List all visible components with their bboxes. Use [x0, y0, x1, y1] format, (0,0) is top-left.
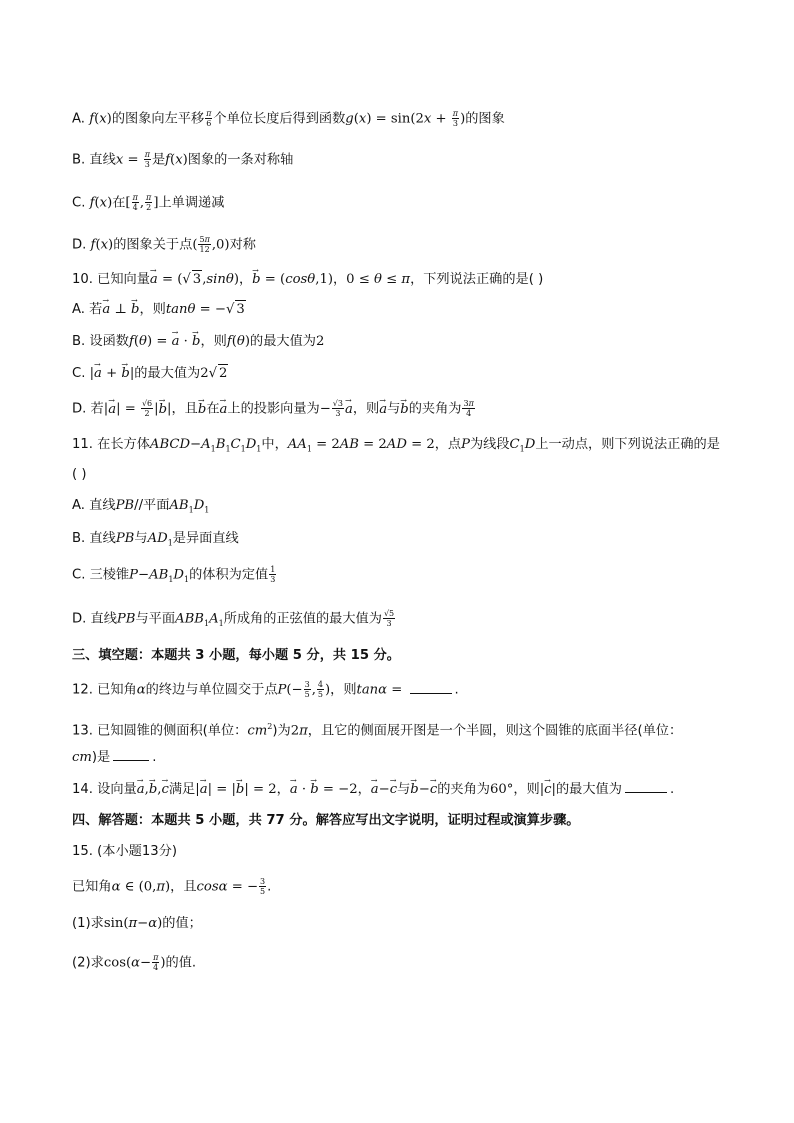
option-c: C. f(x)在[ $\frac{\pi}{4}$ , $\frac{\pi}{2}$ ]上单调递减	[72, 193, 225, 212]
question-11-stem: 11. 在长方体$ABCD-A_1B_1C_1D_1$中，$AA_1 = 2AB = 2AD = 2$，点P为线段$C_1D$上一动点，则下列说法正确的是	[72, 437, 720, 454]
answer-blank-q13[interactable]	[113, 748, 149, 761]
q11-a-mid: //平面	[134, 498, 170, 513]
q10-d-mid-1: ，且	[171, 401, 198, 417]
question-14: 14. 设向量→ a,→ b,→ c满足|→ a| = |→ b| = 2，→ a · → b = −2，→ a−→ c与→ b−→ c的夹角为60°，则|→ c|的最大值为 .	[72, 780, 674, 799]
option-a-text-1: 的图象向左平移	[111, 111, 205, 127]
question-11-option-a: A. 直线PB//平面$AB_1D_1$	[72, 498, 210, 515]
q15-part-2-b: 的值.	[165, 955, 197, 971]
q13-text-e: .	[152, 750, 157, 765]
q10-c-end: 的最大值为	[134, 366, 201, 381]
q11-b-mid: 与	[134, 531, 148, 546]
q15-given-c: .	[267, 879, 272, 895]
q10-stem-b: ，下列说法正确的是( )	[410, 272, 544, 287]
fraction-pi-6: $\frac{\pi}{6}$	[206, 109, 212, 128]
q10-b-label: B. 设函数	[72, 334, 129, 349]
q15-part-1-a: (1)求	[72, 916, 104, 931]
option-c-text-1: 在	[112, 195, 126, 211]
option-b-text-1: 是	[151, 152, 166, 168]
question-11-paren	[72, 466, 86, 484]
q13-text-c: ，且它的侧面展开图是一个半圆，则这个圆锥的底面半径(单位：	[307, 723, 683, 739]
q10-b-mid: ，则	[200, 334, 227, 349]
question-13-line-1: 13. 已知圆锥的侧面积(单位：$cm^2$)为2π，且它的侧面展开图是一个半圆，则这个圆锥的底面半径(单位：	[72, 722, 683, 739]
q14-text-g: ，则	[513, 782, 540, 797]
question-10-option-c: C. |→ a + → b|的最大值为2√ 2	[72, 364, 228, 383]
q14-text-i: .	[669, 782, 675, 797]
q10-d-mid-3: 上的投影向量为	[227, 401, 320, 417]
q14-text-c: ，	[276, 782, 290, 797]
q10-stem-a: 10. 已知向量	[72, 272, 150, 287]
q10-d-end: 的夹角为	[408, 401, 462, 417]
answer-blank-q14[interactable]	[625, 780, 667, 793]
q11-c-mid: 的体积为定值	[189, 567, 269, 583]
math-fx: f	[89, 111, 95, 127]
option-b-label: B. 直线	[72, 152, 116, 168]
question-12: 12. 已知角α的终边与单位圆交于点P(− $\frac{3}{5}$ , $\frac{4}{5}$ )，则tanα = .	[72, 680, 459, 699]
section-4-heading: 四、解答题：本题共 5 小题，共 77 分。解答应写出文字说明，证明过程或演算步骤。	[72, 813, 580, 828]
q11-paren: ( )	[72, 467, 87, 482]
option-c-label: C.	[72, 195, 90, 211]
q12-text-c: ，则	[330, 682, 357, 698]
q10-b-end: 的最大值为	[250, 334, 316, 349]
option-d-label: D.	[72, 237, 91, 253]
question-10-option-d: D. 若|→ a| = $\frac{√6}{2}$ |→ b|，且→ b在→ a上的投影向量为− $\frac{√3}{3}$ → a，则→ a与→ b的夹角为 $\frac{3\pi}{4}$	[72, 399, 476, 419]
question-10-option-a: A. 若→ a ⊥ → b，则tanθ = −√ 3	[72, 300, 246, 319]
q10-d-mid-4: ，则	[352, 401, 380, 417]
question-15-given: 已知角α ∈ (0,π)，且cosα = − $\frac{3}{5}$ .	[72, 877, 272, 896]
q13-text-d: )是	[91, 750, 111, 765]
q10-c-label: C.	[72, 366, 90, 381]
q14-text-h: 的最大值为	[556, 782, 622, 797]
q12-text-b: 的终边与单位圆交于点	[145, 682, 278, 698]
question-10-option-b: B. 设函数f(θ) = → a · → b，则f(θ)的最大值为2	[72, 333, 324, 351]
q11-a-label: A. 直线	[72, 498, 116, 513]
q11-stem-c: ，点	[434, 437, 462, 452]
q14-text-e: 与	[397, 782, 411, 797]
option-d: D. f(x)的图象关于点( $\frac{5\pi}{12}$ ,0)对称	[72, 235, 256, 254]
question-11-option-b: B. 直线PB与$AD_1$是异面直线	[72, 531, 239, 548]
q11-c-label: C. 三棱锥	[72, 567, 130, 583]
q12-text-a: 12. 已知角	[72, 682, 137, 698]
q11-stem-d: 为线段	[469, 437, 510, 452]
q14-text-f: 的夹角为	[437, 782, 490, 797]
q11-b-end: 是异面直线	[172, 531, 239, 546]
section-3-heading: 三、填空题：本题共 3 小题，每小题 5 分，共 15 分。	[72, 648, 400, 663]
q13-text-a: 13. 已知圆锥的侧面积(单位：	[72, 723, 248, 739]
q15-part-2-a: (2)求	[72, 955, 104, 971]
q10-a-mid: ，则	[139, 302, 166, 317]
q11-d-mid-2: 所成角的正弦值的最大值为	[223, 611, 382, 627]
option-b-text-2: 图象的一条对称轴	[187, 152, 294, 168]
q10-d-mid-5: 与	[387, 401, 401, 417]
q12-text-d: .	[454, 682, 459, 698]
question-15-part-1: (1)求sin(π−α)的值；	[72, 916, 202, 931]
question-10-stem: 10. 已知向量→ a = (√ 3,sinθ)，→ b = (cosθ,1)，0 ≤ θ ≤ π，下列说法正确的是( )	[72, 270, 543, 289]
option-b: B. 直线x = $\frac{\pi}{3}$ 是f(x)图象的一条对称轴	[72, 150, 294, 169]
option-c-text-2: 上单调递减	[158, 195, 225, 211]
q11-stem-e: 上一动点，则下列说法正确的是	[535, 437, 720, 452]
option-a-text-2: 个单位长度后得到函数	[213, 111, 346, 127]
q11-b-label: B. 直线	[72, 531, 116, 546]
option-a: A. f(x)的图象向左平移 $\frac{\pi}{6}$ 个单位长度后得到函数g(x) = sin(2x + $\frac{\pi}{3}$ )的图象	[72, 109, 505, 128]
q10-d-label: D. 若	[72, 401, 104, 417]
answer-blank-q12[interactable]	[410, 681, 452, 694]
option-d-text-1: 的图象关于点	[113, 237, 193, 253]
question-11-option-d: D. 直线PB与平面$ABB_1A_1$所成角的正弦值的最大值为 $\frac{√5}{3}$	[72, 609, 395, 629]
question-11-option-c: C. 三棱锥$P-AB_1D_1$的体积为定值 $\frac{1}{3}$	[72, 565, 276, 585]
q14-text-d: ，	[357, 782, 371, 797]
option-a-text-3: 的图象	[465, 111, 505, 127]
q10-a-label: A. 若	[72, 302, 103, 317]
question-15-title: 15. (本小题13分)	[72, 844, 177, 859]
q14-text-b: 满足	[168, 782, 196, 797]
q13-text-b: )为	[272, 723, 291, 739]
q14-text-a: 14. 设向量	[72, 782, 137, 797]
question-15-part-2: (2)求cos(α− $\frac{\pi}{4}$ )的值.	[72, 953, 197, 972]
q10-d-mid-2: 在	[206, 401, 220, 417]
q11-stem-a: 11. 在长方体	[72, 437, 150, 452]
q11-stem-b: 中，	[261, 437, 288, 452]
q15-given-a: 已知角	[72, 879, 112, 895]
q11-d-mid-1: 与平面	[135, 611, 176, 627]
option-d-text-2: 对称	[229, 237, 256, 253]
q15-given-b: ，且	[170, 879, 197, 895]
q11-d-label: D. 直线	[72, 611, 117, 627]
option-a-label: A.	[72, 111, 90, 127]
question-13-line-2: cm)是 .	[72, 750, 157, 765]
q15-part-1-b: 的值；	[162, 916, 202, 931]
